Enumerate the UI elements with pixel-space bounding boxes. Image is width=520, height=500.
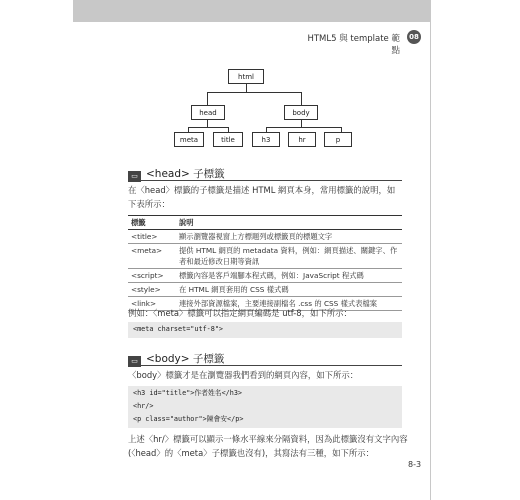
page-number: 8-3 xyxy=(408,460,422,469)
table-cell-desc: 顯示瀏覽器視窗上方標題列或標籤頁的標題文字 xyxy=(176,230,402,244)
table-cell-tag: <link> xyxy=(128,297,176,311)
dom-tree-diagram xyxy=(170,65,360,155)
tree-connector xyxy=(207,92,301,93)
tree-node-meta: meta xyxy=(174,132,204,147)
section-icon: ▭ xyxy=(128,356,141,367)
head-section-title: ▭ <head> 子標籤 xyxy=(128,166,225,182)
meta-example-text: 例如：〈meta〉標籤可以指定網頁編碼是 utf-8，如下所示： xyxy=(128,308,352,318)
top-gray-bar xyxy=(73,0,430,22)
table-row xyxy=(128,269,402,283)
tree-node-head: head xyxy=(191,105,225,120)
table-cell-desc: 在 HTML 網頁套用的 CSS 樣式碼 xyxy=(176,283,402,297)
running-header: HTML5 與 template 範點 xyxy=(307,34,400,56)
body-outro-line: 上述〈hr/〉標籤可以顯示一條水平線來分隔資料，因為此標籤沒有文字內容 xyxy=(128,434,408,444)
code-line: <hr/> xyxy=(133,402,154,410)
chapter-badge: 08 xyxy=(407,30,421,44)
tree-connector xyxy=(301,120,302,127)
tree-connector xyxy=(301,92,302,105)
body-outro-line: (〈head〉的〈meta〉子標籤也沒有)，其寫法有三種，如下所示： xyxy=(128,448,374,458)
table-cell-desc: 標籤內容是客戶端腳本程式碼，例如：JavaScript 程式碼 xyxy=(176,269,402,283)
tree-connector xyxy=(207,92,208,105)
tree-connector xyxy=(188,127,228,128)
section-icon: ▭ xyxy=(128,171,141,182)
table-header-cell: 標籤 xyxy=(128,216,176,230)
code-line: <p class="author">陳會安</p> xyxy=(133,415,244,423)
section-divider xyxy=(128,365,402,366)
table-cell-desc: 提供 HTML 網頁的 metadata 資料，例如：網頁描述、關鍵字、作者和最近修改日期等資訊 xyxy=(176,244,402,269)
table-row xyxy=(128,230,402,244)
tree-connector xyxy=(207,120,208,127)
tree-node-hr: hr xyxy=(288,132,316,147)
meta-code-block xyxy=(128,322,402,338)
tree-node-p: p xyxy=(324,132,352,147)
code-line: <meta charset="utf-8"> xyxy=(133,325,224,333)
page-edge xyxy=(430,0,441,500)
head-tags-table xyxy=(128,215,402,311)
body-code-block xyxy=(128,386,402,428)
tree-node-title: title xyxy=(213,132,243,147)
table-cell-desc: 連接外部資源檔案，主要連接副檔名 .css 的 CSS 樣式表檔案 xyxy=(176,297,402,311)
code-line: <h3 id="title">作者姓名</h3> xyxy=(133,389,243,397)
table-row xyxy=(128,244,402,269)
tree-node-h3: h3 xyxy=(252,132,280,147)
table-header-cell: 說明 xyxy=(176,216,402,230)
tree-connector xyxy=(266,127,341,128)
table-cell-tag: <meta> xyxy=(128,244,176,269)
section-divider xyxy=(128,180,402,181)
body-intro-paragraph: 〈body〉標籤才是在瀏覽器我們看到的網頁內容，如下所示： xyxy=(128,370,359,380)
tree-node-body: body xyxy=(284,105,318,120)
table-cell-tag: <title> xyxy=(128,230,176,244)
body-section-title: ▭ <body> 子標籤 xyxy=(128,351,224,367)
table-cell-tag: <script> xyxy=(128,269,176,283)
table-row xyxy=(128,283,402,297)
table-header-row xyxy=(128,216,402,230)
head-intro-paragraph: 在〈head〉標籤的子標籤是描述 HTML 網頁本身，常用標籤的說明，如下表所示： xyxy=(128,185,396,209)
tree-node-html: html xyxy=(228,69,264,84)
table-cell-tag: <style> xyxy=(128,283,176,297)
tree-connector xyxy=(246,84,247,92)
